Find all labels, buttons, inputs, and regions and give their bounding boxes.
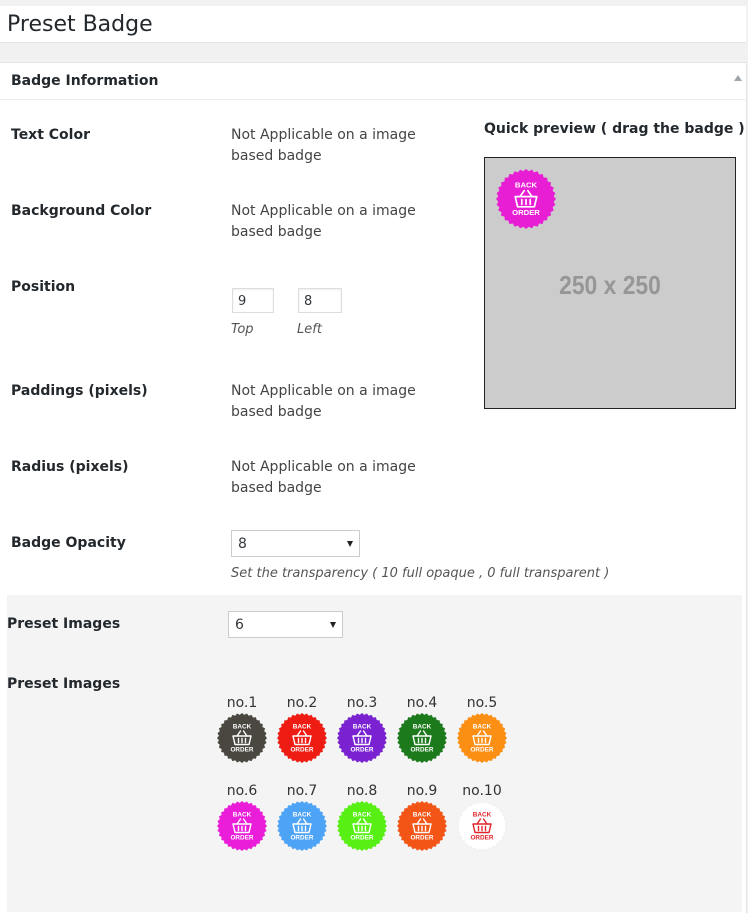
preset-selected-value: 6 — [235, 617, 244, 633]
preset-images-gallery-label: Preset Images — [7, 676, 121, 692]
badge-text-order: ORDER — [350, 834, 374, 842]
badge-text-order: ORDER — [470, 834, 494, 842]
dropdown-caret-icon — [347, 541, 353, 547]
badge-text-order: ORDER — [410, 746, 434, 754]
badge-opacity-label: Badge Opacity — [11, 535, 126, 551]
text-color-value: Not Applicable on a image based badge — [231, 127, 416, 164]
badge-text-back: BACK — [292, 723, 312, 731]
badge-text-order: ORDER — [290, 746, 314, 754]
preview-placeholder-text: 250 x 250 — [559, 270, 661, 300]
preset-number-label: no.1 — [226, 695, 258, 711]
preset-badge-option[interactable] — [397, 713, 447, 763]
badge-text-order: ORDER — [290, 834, 314, 842]
preset-number-label: no.10 — [462, 783, 502, 799]
badge-text-order: ORDER — [230, 746, 254, 754]
badge-text-order: ORDER — [512, 208, 540, 218]
metabox-header[interactable] — [0, 63, 746, 100]
badge-text-order: ORDER — [470, 746, 494, 754]
preset-badge-option[interactable] — [457, 713, 507, 763]
badge-text-back: BACK — [472, 723, 492, 731]
badge-text-back: BACK — [352, 723, 372, 731]
preset-number-label: no.6 — [226, 783, 258, 799]
preset-number-label: no.8 — [346, 783, 378, 799]
preset-number-label: no.4 — [406, 695, 438, 711]
preset-badge-option[interactable] — [277, 713, 327, 763]
badge-text-back: BACK — [412, 723, 432, 731]
position-left-input[interactable]: 8 — [298, 288, 342, 313]
position-left-hint: Left — [297, 322, 322, 337]
preset-badge-option[interactable] — [217, 801, 267, 851]
preset-image-select[interactable] — [228, 611, 343, 638]
preset-badge-option[interactable] — [217, 713, 267, 763]
dropdown-caret-icon — [330, 622, 336, 628]
background-color-value: Not Applicable on a image based badge — [231, 203, 416, 240]
opacity-selected-value: 8 — [238, 536, 247, 552]
opacity-select[interactable] — [231, 530, 360, 557]
text-color-label: Text Color — [11, 127, 90, 143]
background-color-label: Background Color — [11, 203, 152, 219]
position-label: Position — [11, 279, 76, 295]
preset-badge-option[interactable] — [397, 801, 447, 851]
preset-badge-option[interactable] — [277, 801, 327, 851]
preset-badge-option[interactable] — [457, 801, 507, 851]
badge-text-back: BACK — [352, 811, 372, 819]
badge-text-back: BACK — [232, 811, 252, 819]
preset-number-label: no.3 — [346, 695, 378, 711]
badge-text-order: ORDER — [410, 834, 434, 842]
position-top-hint: Top — [231, 322, 254, 337]
preset-number-label: no.2 — [286, 695, 318, 711]
draggable-preview-badge[interactable] — [496, 169, 556, 229]
radius-value: Not Applicable on a image based badge — [231, 459, 416, 496]
page-header — [0, 6, 746, 43]
badge-text-back: BACK — [232, 723, 252, 731]
badge-text-back: BACK — [514, 180, 538, 190]
preset-number-label: no.7 — [286, 783, 318, 799]
page-title: Preset Badge — [7, 12, 153, 37]
radius-label: Radius (pixels) — [11, 459, 129, 475]
badge-text-order: ORDER — [350, 746, 374, 754]
paddings-label: Paddings (pixels) — [11, 383, 148, 399]
preset-images-select-label: Preset Images — [7, 616, 121, 632]
paddings-value: Not Applicable on a image based badge — [231, 383, 416, 420]
badge-text-back: BACK — [412, 811, 432, 819]
metabox-title: Badge Information — [11, 73, 159, 89]
badge-text-back: BACK — [292, 811, 312, 819]
badge-text-order: ORDER — [230, 834, 254, 842]
collapse-arrow-icon[interactable] — [734, 75, 742, 81]
preset-badge-option[interactable] — [337, 801, 387, 851]
badge-text-back: BACK — [472, 811, 492, 819]
quick-preview-title: Quick preview ( drag the badge ) — [484, 121, 745, 137]
preset-number-label: no.5 — [466, 695, 498, 711]
opacity-hint: Set the transparency ( 10 full opaque , 0 full transparent ) — [231, 566, 610, 581]
position-top-input[interactable]: 9 — [232, 288, 274, 313]
preset-badge-option[interactable] — [337, 713, 387, 763]
preset-number-label: no.9 — [406, 783, 438, 799]
